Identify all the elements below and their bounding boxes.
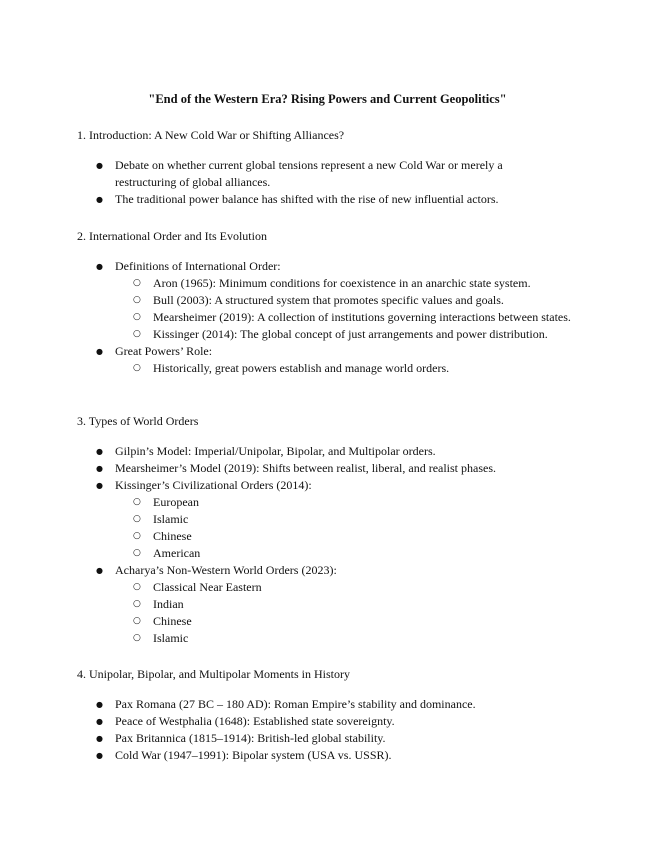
document-title: "End of the Western Era? Rising Powers and Current Geopolitics": [148, 92, 507, 106]
list-item-text: Acharya’s Non-Western World Orders (2023):: [115, 563, 337, 577]
sub-list-item: ○ Islamic: [115, 630, 596, 647]
bullet-list: [96, 258, 596, 377]
list-item: ● Cold War (1947–1991): Bipolar system (USA vs. USSR).: [96, 747, 596, 764]
sub-list-item: ○ Chinese: [115, 613, 596, 630]
sub-list-item: ○ Aron (1965): Minimum conditions for coexistence in an anarchic state system.: [115, 275, 596, 292]
sub-list-item: ○ Islamic: [115, 511, 596, 528]
sub-list: [115, 579, 596, 647]
list-item: [96, 343, 596, 377]
list-item: ● Pax Britannica (1815–1914): British-led global stability.: [96, 730, 596, 747]
list-item-text: Great Powers’ Role:: [115, 344, 213, 358]
sub-list: [115, 275, 596, 343]
sub-list-item: ○ Indian: [115, 596, 596, 613]
sub-list-item: ○ American: [115, 545, 596, 562]
list-item: ● Mearsheimer’s Model (2019): Shifts between realist, liberal, and realist phases.: [96, 460, 596, 477]
bullet-list: [96, 443, 596, 647]
list-item: [96, 477, 596, 562]
sub-list-item: ○ Bull (2003): A structured system that promotes specific values and goals.: [115, 292, 596, 309]
sub-list-item: ○ Chinese: [115, 528, 596, 545]
sub-list: [115, 494, 596, 562]
list-item: ● Pax Romana (27 BC – 180 AD): Roman Empire’s stability and dominance.: [96, 696, 596, 713]
section-heading: 2. International Order and Its Evolution: [77, 229, 267, 243]
sub-list-item: ○ Historically, great powers establish and manage world orders.: [115, 360, 596, 377]
list-item: ● Gilpin’s Model: Imperial/Unipolar, Bipolar, and Multipolar orders.: [96, 443, 596, 460]
section-heading: 1. Introduction: A New Cold War or Shifting Alliances?: [77, 128, 345, 142]
sub-list-item: ○ Kissinger (2014): The global concept of just arrangements and power distribution.: [115, 326, 596, 343]
list-item: [96, 562, 596, 647]
list-item: ● Peace of Westphalia (1648): Established state sovereignty.: [96, 713, 596, 730]
section-heading: 3. Types of World Orders: [77, 414, 199, 428]
sub-list-item: ○ Mearsheimer (2019): A collection of institutions governing interactions between states.: [115, 309, 571, 326]
list-item: ● The traditional power balance has shifted with the rise of new influential actors.: [96, 191, 596, 208]
list-item: [96, 258, 596, 343]
bullet-list: [96, 696, 596, 764]
bullet-list: [96, 157, 596, 208]
sub-list-item: ○ Classical Near Eastern: [115, 579, 596, 596]
section-heading: 4. Unipolar, Bipolar, and Multipolar Moments in History: [77, 667, 351, 681]
list-item-text: Kissinger’s Civilizational Orders (2014):: [115, 478, 312, 492]
sub-list: [115, 360, 596, 377]
list-item: ● Debate on whether current global tensions represent a new Cold War or merely a restructuring of global alliances.: [96, 157, 555, 191]
sub-list-item: ○ European: [115, 494, 596, 511]
list-item-text: Definitions of International Order:: [115, 259, 281, 273]
